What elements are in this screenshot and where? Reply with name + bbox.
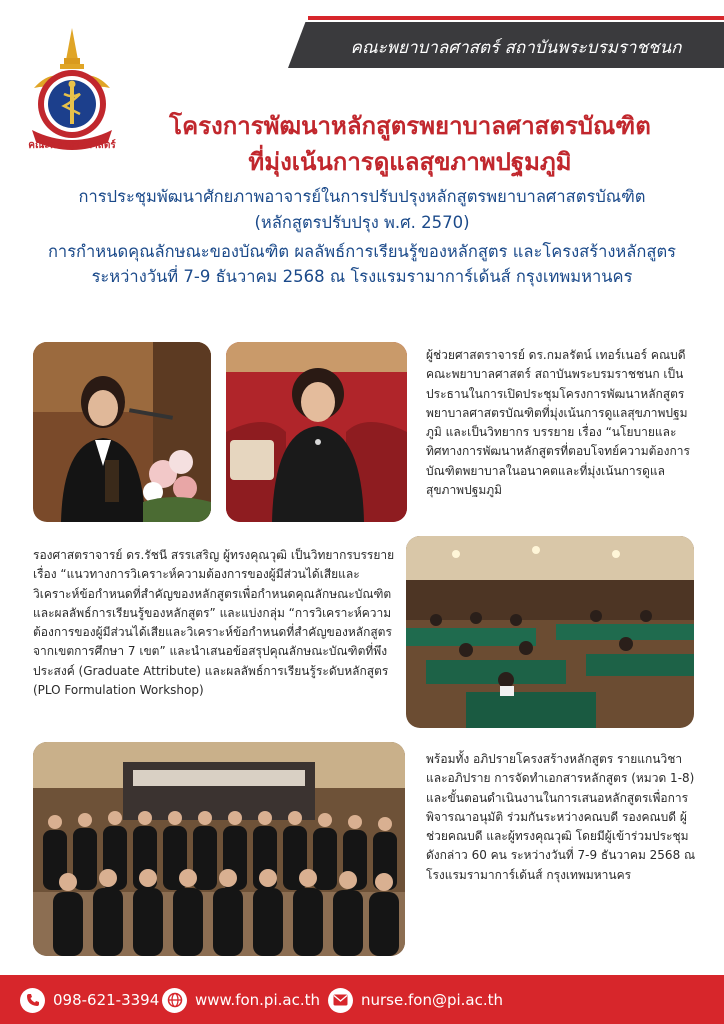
logo-caption: คณะพยาบาลศาสตร์	[28, 140, 116, 151]
phone-icon	[20, 988, 45, 1013]
paragraph-opening-speech: ผู้ช่วยศาสตราจารย์ ดร.กมลรัตน์ เทอร์เนอร์ คณบดีคณะพยาบาลศาสตร์ สถาบันพระบรมราชชนก เป็นประธานในการเปิดประชุมโครงการพัฒนาหลักสูตรพยาบาลศาสตรบัณฑิตที่มุ่งเน้นการดูแลสุขภาพปฐมภูมิ และเป็นวิทยากร บรรยาย เรื่อง “นโยบายและทิศทางการพัฒนาหลักสูตรที่ตอบโจทย์ความต้องการบัณฑิตพยาบาลในอนาคตและที่มุ่งเน้นการดูแลสุขภาพปฐมภูมิ	[426, 348, 690, 498]
footer-email[interactable]	[328, 987, 503, 1013]
meeting-title-line1: การประชุมพัฒนาศักยภาพอาจารย์ในการปรับปรุงหลักสูตรพยาบาลศาสตรบัณฑิต	[78, 187, 646, 206]
footer-phone[interactable]	[20, 987, 159, 1013]
paragraph-discussion: พร้อมทั้ง อภิปรายโครงสร้างหลักสูตร รายแกนวิชา และอภิปราย การจัดทำเอกสารหลักสูตร (หมวด 1-8) และขั้นตอนดำเนินงานในการเสนอหลักสูตรเพื่อการพิจารณาอนุมัติ ร่วมกันระหว่างคณบดี รองคณบดี ผู้ช่วยคณบดี และผู้ทรงคุณวุฒิ โดยมีผู้เข้าร่วมประชุมดังกล่าว 60 คน ระหว่างวันที่ 7-9 ธันวาคม 2568 ณ โรงแรมรามาการ์เด้นส์ กรุงเทพมหานคร	[426, 752, 696, 882]
footer-website[interactable]	[162, 987, 320, 1013]
photo-group	[33, 742, 405, 956]
photo-seated-speaker	[226, 342, 407, 522]
project-title-line1: โครงการพัฒนาหลักสูตรพยาบาลศาสตรบัณฑิต	[169, 112, 651, 140]
globe-icon	[162, 988, 187, 1013]
photo-conference-room	[406, 536, 694, 728]
faculty-logo	[20, 26, 124, 150]
faculty-name: คณะพยาบาลศาสตร์ สถาบันพระบรมราชชนก	[350, 38, 682, 58]
paragraph-lecture-workshop: รองศาสตราจารย์ ดร.รัชนี สรรเสริญ ผู้ทรงคุณวุฒิ เป็นวิทยากรบรรยาย เรื่อง “แนวทางการวิเคราะห์ความต้องการของผู้มีส่วนได้เสียและวิเคราะห์ข้อกำหนดที่สำคัญของหลักสูตรเพื่อกำหนดคุณลักษณะบัณฑิตและผลลัพธ์การเรียนรู้ของหลักสูตร” และแบ่งกลุ่ม “การวิเคราะห์ความต้องการของผู้มีส่วนได้เสียและวิเคราะห์ข้อกำหนดที่สำคัญของหลักสูตร จากเขตการศึกษา 7 เขต” และนำเสนอข้อสรุปคุณลักษณะบัณฑิตที่พึงประสงค์ (Graduate Attribute) และผลลัพธ์การเรียนรู้ระดับหลักสูตร (PLO Formulation Workshop)	[33, 548, 395, 698]
email-address: nurse.fon@pi.ac.th	[361, 991, 504, 1009]
phone-number: 098-621-3394	[53, 991, 160, 1009]
meeting-title-line2: (หลักสูตรปรับปรุง พ.ศ. 2570)	[254, 213, 470, 232]
header-accent-stripe	[308, 16, 724, 20]
project-title-line2: ที่มุ่งเน้นการดูแลสุขภาพปฐมภูมิ	[248, 148, 572, 176]
mail-icon	[328, 988, 353, 1013]
photo-speaker-podium	[33, 342, 211, 522]
meeting-date-venue: ระหว่างวันที่ 7-9 ธันวาคม 2568 ณ โรงแรมรามาการ์เด้นส์ กรุงเทพมหานคร	[91, 267, 633, 286]
website-url: www.fon.pi.ac.th	[195, 991, 320, 1009]
meeting-topic: การกำหนดคุณลักษณะของบัณฑิต ผลลัพธ์การเรียนรู้ของหลักสูตร และโครงสร้างหลักสูตร	[47, 242, 677, 261]
